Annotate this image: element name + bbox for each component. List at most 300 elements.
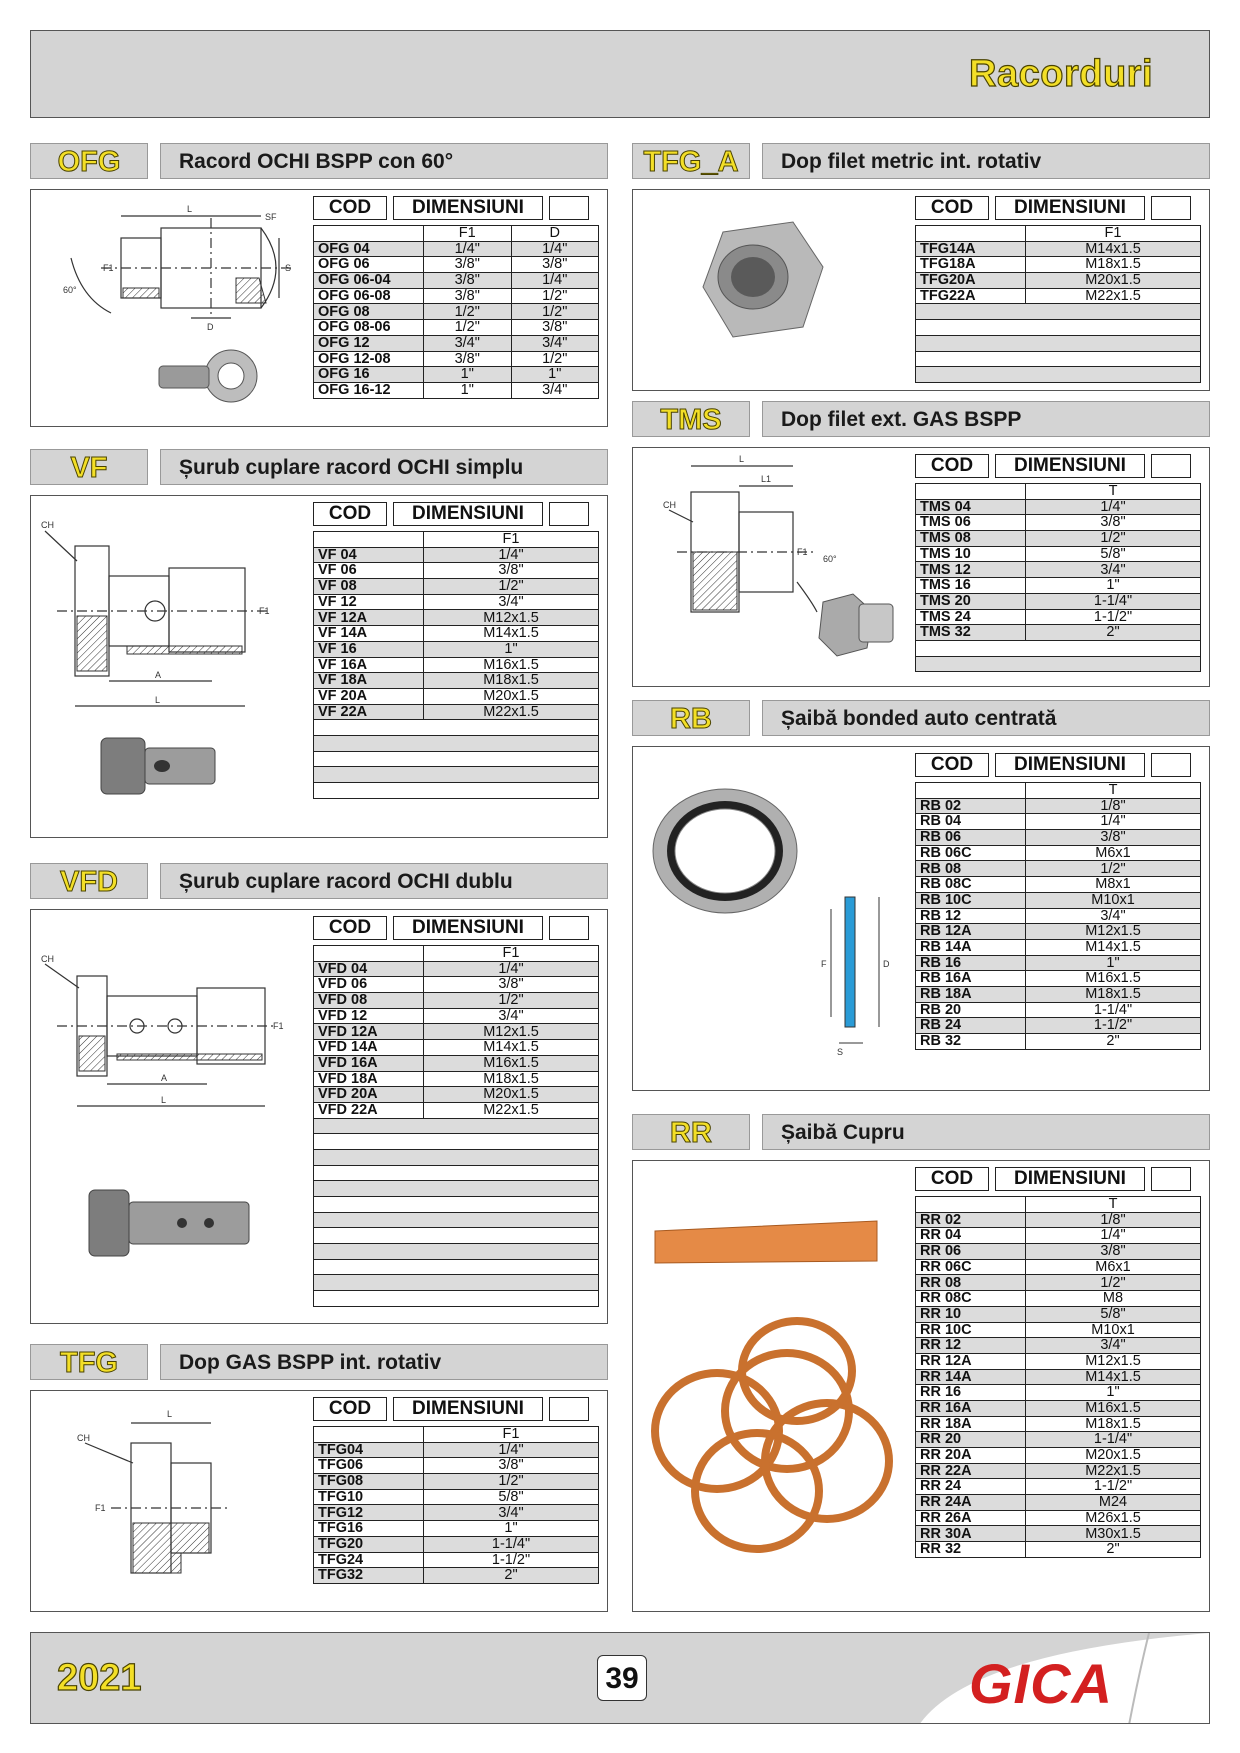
page-number: 39	[597, 1655, 647, 1701]
cell-dimension: M6x1	[1026, 1259, 1201, 1275]
table-row	[314, 1521, 599, 1537]
cell-code: RB 16A	[916, 971, 1026, 987]
cell-dimension: 1"	[424, 367, 512, 383]
vfd-product-photo	[89, 1190, 249, 1256]
table-row	[916, 499, 1201, 515]
table-row	[314, 1489, 599, 1505]
col-dimensiuni: DIMENSIUNI	[393, 916, 543, 940]
cell-code: VFD 14A	[314, 1040, 424, 1056]
cell-code: TFG04	[314, 1442, 424, 1458]
cell-dimension: 3/4"	[424, 335, 512, 351]
subheader-cell: D	[511, 226, 599, 242]
section-body	[30, 909, 608, 1324]
cell-dimension: 3/8"	[424, 1458, 599, 1474]
subheader-row	[314, 1427, 599, 1443]
cell-dimension: 5/8"	[1026, 546, 1201, 562]
cell-dimension: M18x1.5	[424, 673, 599, 689]
cell-code: RB 10C	[916, 892, 1026, 908]
cell-code: RR 06C	[916, 1259, 1026, 1275]
cell-dimension: 3/8"	[424, 351, 512, 367]
cell-dimension: M18x1.5	[424, 1071, 599, 1087]
table-row	[314, 304, 599, 320]
cell-dimension: M6x1	[1026, 845, 1201, 861]
svg-text:F1: F1	[273, 1021, 284, 1031]
table-row	[314, 993, 599, 1009]
page-footer	[30, 1632, 1210, 1724]
table-row	[916, 892, 1201, 908]
cell-dimension: 2"	[1026, 625, 1201, 641]
subheader-cell: F1	[424, 532, 599, 548]
empty-row	[314, 783, 599, 799]
table-header	[915, 454, 1191, 478]
section-body	[632, 746, 1210, 1091]
table-row	[916, 1259, 1201, 1275]
cell-code: RR 26A	[916, 1510, 1026, 1526]
cell-code: OFG 04	[314, 241, 424, 257]
cell-code: VF 16A	[314, 657, 424, 673]
table-row	[314, 1536, 599, 1552]
svg-text:S: S	[837, 1047, 844, 1057]
subheader-row	[916, 783, 1201, 799]
cell-code: TMS 04	[916, 499, 1026, 515]
cell-dimension: M8x1	[1026, 877, 1201, 893]
table-row	[314, 977, 599, 993]
empty-row	[314, 1212, 599, 1228]
cell-code: RB 18A	[916, 986, 1026, 1002]
section-title: Dop filet metric int. rotativ	[762, 143, 1210, 179]
svg-text:A: A	[161, 1073, 168, 1083]
table-row	[916, 273, 1201, 289]
table-row	[916, 1306, 1201, 1322]
ofg-table	[313, 225, 599, 399]
table-row	[916, 562, 1201, 578]
empty-row	[314, 767, 599, 783]
table-row	[916, 241, 1201, 257]
svg-text:L: L	[739, 454, 745, 464]
cell-dimension: M18x1.5	[1026, 1416, 1201, 1432]
cell-code: TFG20A	[916, 273, 1026, 289]
section-title: Racord OCHI BSPP con 60°	[160, 143, 608, 179]
svg-text:CH: CH	[663, 500, 676, 510]
table-row	[314, 1458, 599, 1474]
svg-text:F: F	[821, 959, 827, 969]
cell-dimension: M26x1.5	[1026, 1510, 1201, 1526]
cell-code: RB 12A	[916, 924, 1026, 940]
table-row	[916, 1432, 1201, 1448]
cell-dimension: 1"	[424, 382, 512, 398]
section-body	[632, 447, 1210, 687]
svg-text:F1: F1	[95, 1503, 106, 1513]
cell-code: RB 04	[916, 814, 1026, 830]
table-header	[915, 196, 1191, 220]
cell-code: RB 20	[916, 1002, 1026, 1018]
cell-dimension: 1/2"	[1026, 531, 1201, 547]
cell-code: VFD 16A	[314, 1055, 424, 1071]
cell-code: VFD 12A	[314, 1024, 424, 1040]
table-row	[916, 908, 1201, 924]
cell-code: OFG 12	[314, 335, 424, 351]
cell-dimension: 3/8"	[511, 320, 599, 336]
page-header	[30, 30, 1210, 118]
section-code: TFG_A	[632, 143, 750, 179]
empty-row	[916, 367, 1201, 383]
cell-dimension: 1/2"	[424, 993, 599, 1009]
svg-text:L: L	[161, 1095, 167, 1105]
cell-code: RR 10C	[916, 1322, 1026, 1338]
table-row	[916, 939, 1201, 955]
cell-dimension: 1/2"	[511, 288, 599, 304]
cell-code: RR 12	[916, 1338, 1026, 1354]
svg-text:L: L	[167, 1409, 173, 1419]
empty-row	[314, 1291, 599, 1307]
cell-dimension: 3/4"	[1026, 1338, 1201, 1354]
table-row	[916, 986, 1201, 1002]
brand-logo	[879, 1633, 1209, 1724]
cell-dimension: 1"	[1026, 578, 1201, 594]
col-cod: COD	[915, 454, 989, 478]
cell-code: VFD 08	[314, 993, 424, 1009]
table-row	[916, 1212, 1201, 1228]
cell-dimension: M16x1.5	[1026, 1400, 1201, 1416]
table-row	[916, 861, 1201, 877]
subheader-cell: F1	[1026, 226, 1201, 242]
cell-code: RR 10	[916, 1306, 1026, 1322]
cell-code: RR 06	[916, 1244, 1026, 1260]
cell-code: TFG32	[314, 1568, 424, 1584]
cell-dimension: 1/4"	[424, 547, 599, 563]
cell-code: VF 06	[314, 563, 424, 579]
cell-dimension: 1-1/4"	[424, 1536, 599, 1552]
table-row	[314, 335, 599, 351]
subheader-row	[916, 226, 1201, 242]
cell-dimension: M16x1.5	[424, 657, 599, 673]
section-body	[30, 189, 608, 427]
svg-text:F1: F1	[797, 547, 808, 557]
cell-code: VFD 06	[314, 977, 424, 993]
cell-dimension: M14x1.5	[1026, 939, 1201, 955]
table-row	[314, 563, 599, 579]
table-row	[916, 609, 1201, 625]
table-row	[314, 547, 599, 563]
cell-dimension: 1/2"	[511, 304, 599, 320]
col-dimensiuni: DIMENSIUNI	[995, 454, 1145, 478]
cell-dimension: M20x1.5	[1026, 273, 1201, 289]
cell-dimension: M10x1	[1026, 1322, 1201, 1338]
svg-text:60°: 60°	[63, 285, 77, 295]
table-row	[314, 1505, 599, 1521]
cell-dimension: M14x1.5	[424, 626, 599, 642]
section-code: VF	[30, 449, 148, 485]
rb-technical-drawing	[649, 785, 909, 1075]
subheader-cell: F1	[424, 1427, 599, 1443]
cell-dimension: 3/8"	[424, 257, 512, 273]
svg-text:L: L	[187, 204, 193, 214]
table-row	[916, 1448, 1201, 1464]
cell-code: VF 04	[314, 547, 424, 563]
table-header	[915, 1167, 1191, 1191]
col-blank	[549, 916, 589, 940]
cell-dimension: M14x1.5	[424, 1040, 599, 1056]
subheader-row	[314, 226, 599, 242]
cell-code: VF 12A	[314, 610, 424, 626]
cell-dimension: M12x1.5	[1026, 1353, 1201, 1369]
cell-dimension: 1"	[1026, 955, 1201, 971]
cell-code: VFD 04	[314, 961, 424, 977]
tms-table	[915, 483, 1201, 672]
cell-code: VF 18A	[314, 673, 424, 689]
table-row	[314, 1552, 599, 1568]
cell-code: RR 20	[916, 1432, 1026, 1448]
brand-name: GICA	[969, 1652, 1113, 1715]
subheader-cell: T	[1026, 1197, 1201, 1213]
tfga-product-photo	[693, 212, 833, 352]
cell-dimension: M22x1.5	[424, 1102, 599, 1118]
cell-dimension: 3/8"	[424, 563, 599, 579]
subheader-row	[314, 532, 599, 548]
col-dimensiuni: DIMENSIUNI	[995, 753, 1145, 777]
section-code: TFG	[30, 1344, 148, 1380]
cell-dimension: 1"	[424, 641, 599, 657]
cell-dimension: 1-1/4"	[1026, 1432, 1201, 1448]
cell-dimension: M14x1.5	[1026, 1369, 1201, 1385]
cell-dimension: 3/4"	[424, 1008, 599, 1024]
cell-dimension: M22x1.5	[1026, 1463, 1201, 1479]
table-row	[314, 1024, 599, 1040]
col-dimensiuni: DIMENSIUNI	[393, 1397, 543, 1421]
subheader-cell: T	[1026, 783, 1201, 799]
section-code: RR	[632, 1114, 750, 1150]
cell-dimension: 1-1/4"	[1026, 593, 1201, 609]
cell-code: RR 08	[916, 1275, 1026, 1291]
table-row	[916, 625, 1201, 641]
cell-dimension: 1/4"	[1026, 814, 1201, 830]
table-row	[916, 1400, 1201, 1416]
cell-code: OFG 08	[314, 304, 424, 320]
cell-code: VFD 20A	[314, 1087, 424, 1103]
table-header	[313, 1397, 589, 1421]
rb-product-photo	[653, 789, 797, 913]
cell-dimension: 3/8"	[1026, 1244, 1201, 1260]
svg-text:A: A	[155, 670, 162, 680]
empty-row	[916, 640, 1201, 656]
cell-code: TFG12	[314, 1505, 424, 1521]
tms-technical-drawing	[647, 452, 907, 682]
cell-dimension: 1/4"	[424, 961, 599, 977]
cell-dimension: M8	[1026, 1291, 1201, 1307]
empty-row	[916, 351, 1201, 367]
table-row	[314, 288, 599, 304]
cell-code: VF 16	[314, 641, 424, 657]
cell-dimension: M22x1.5	[1026, 288, 1201, 304]
table-row	[916, 1322, 1201, 1338]
cell-dimension: 1/2"	[1026, 861, 1201, 877]
section-title: Dop GAS BSPP int. rotativ	[160, 1344, 608, 1380]
cell-code: TFG06	[314, 1458, 424, 1474]
table-row	[916, 1479, 1201, 1495]
col-blank	[1151, 196, 1191, 220]
cell-code: TFG22A	[916, 288, 1026, 304]
cell-code: TFG16	[314, 1521, 424, 1537]
cell-code: RR 08C	[916, 1291, 1026, 1307]
section-body	[632, 189, 1210, 391]
cell-dimension: 1/8"	[1026, 798, 1201, 814]
table-row	[314, 594, 599, 610]
cell-code: RB 06	[916, 830, 1026, 846]
svg-text:D: D	[883, 959, 890, 969]
cell-code: RR 20A	[916, 1448, 1026, 1464]
cell-code: RB 12	[916, 908, 1026, 924]
svg-text:F1: F1	[259, 606, 270, 616]
cell-code: OFG 08-06	[314, 320, 424, 336]
cell-code: OFG 16	[314, 367, 424, 383]
table-row	[916, 1291, 1201, 1307]
table-row	[314, 673, 599, 689]
col-cod: COD	[915, 196, 989, 220]
cell-dimension: 3/4"	[511, 382, 599, 398]
subheader-cell: F1	[424, 946, 599, 962]
table-row	[314, 1087, 599, 1103]
cell-dimension: 1/2"	[424, 320, 512, 336]
cell-dimension: 1/4"	[424, 1442, 599, 1458]
section-body	[30, 495, 608, 838]
empty-row	[916, 320, 1201, 336]
cell-code: RR 16	[916, 1385, 1026, 1401]
cell-dimension: 1-1/2"	[1026, 1479, 1201, 1495]
table-row	[916, 515, 1201, 531]
section-body	[632, 1160, 1210, 1612]
cell-dimension: 1/4"	[1026, 1228, 1201, 1244]
table-row	[916, 1495, 1201, 1511]
cell-dimension: M22x1.5	[424, 704, 599, 720]
empty-row	[314, 1197, 599, 1213]
section-title: Șaibă bonded auto centrată	[762, 700, 1210, 736]
cell-dimension: M20x1.5	[424, 1087, 599, 1103]
table-row	[314, 610, 599, 626]
cell-dimension: 2"	[1026, 1034, 1201, 1050]
vf-product-photo	[101, 738, 215, 794]
cell-code: VF 14A	[314, 626, 424, 642]
cell-code: TFG18A	[916, 257, 1026, 273]
cell-dimension: M20x1.5	[424, 688, 599, 704]
empty-row	[314, 1118, 599, 1134]
col-dimensiuni: DIMENSIUNI	[393, 196, 543, 220]
subheader-cell: F1	[424, 226, 512, 242]
empty-row	[314, 735, 599, 751]
cell-code: TFG14A	[916, 241, 1026, 257]
cell-code: OFG 16-12	[314, 382, 424, 398]
cell-code: RR 24	[916, 1479, 1026, 1495]
subheader-row	[314, 946, 599, 962]
svg-text:L: L	[155, 695, 161, 705]
table-row	[916, 1002, 1201, 1018]
table-header	[313, 196, 589, 220]
tfg-technical-drawing	[71, 1403, 271, 1603]
table-row	[314, 579, 599, 595]
table-row	[314, 1008, 599, 1024]
table-row	[314, 273, 599, 289]
cell-code: RR 16A	[916, 1400, 1026, 1416]
table-row	[916, 1228, 1201, 1244]
cell-code: TMS 08	[916, 531, 1026, 547]
vfd-technical-drawing	[37, 926, 307, 1316]
tms-product-photo	[819, 594, 893, 656]
table-row	[916, 531, 1201, 547]
rr-product-photo	[647, 1191, 907, 1591]
cell-code: RR 30A	[916, 1526, 1026, 1542]
cell-code: RR 32	[916, 1542, 1026, 1558]
cell-dimension: 1-1/4"	[1026, 1002, 1201, 1018]
cell-code: OFG 12-08	[314, 351, 424, 367]
table-row	[314, 1102, 599, 1118]
col-blank	[1151, 753, 1191, 777]
cell-dimension: M16x1.5	[424, 1055, 599, 1071]
col-blank	[549, 196, 589, 220]
cell-code: OFG 06-08	[314, 288, 424, 304]
cell-dimension: 2"	[424, 1568, 599, 1584]
col-cod: COD	[313, 1397, 387, 1421]
table-row	[916, 257, 1201, 273]
table-row	[314, 961, 599, 977]
cell-dimension: M18x1.5	[1026, 257, 1201, 273]
subheader-row	[916, 1197, 1201, 1213]
cell-dimension: 1/4"	[511, 273, 599, 289]
table-row	[916, 1463, 1201, 1479]
table-row	[916, 798, 1201, 814]
footer-year: 2021	[57, 1657, 142, 1699]
cell-dimension: 1/2"	[424, 579, 599, 595]
ofg-product-photo	[159, 350, 257, 402]
section-title: Șurub cuplare racord OCHI dublu	[160, 863, 608, 899]
table-row	[314, 641, 599, 657]
cell-code: RB 14A	[916, 939, 1026, 955]
empty-row	[314, 1134, 599, 1150]
table-header	[313, 916, 589, 940]
table-row	[916, 1385, 1201, 1401]
svg-text:D: D	[207, 322, 214, 332]
cell-dimension: 1-1/2"	[424, 1552, 599, 1568]
table-row	[916, 1018, 1201, 1034]
cell-code: TFG20	[314, 1536, 424, 1552]
vf-technical-drawing	[37, 516, 307, 826]
section-code: OFG	[30, 143, 148, 179]
empty-row	[314, 1275, 599, 1291]
cell-dimension: 1"	[511, 367, 599, 383]
section-code: RB	[632, 700, 750, 736]
table-row	[314, 1040, 599, 1056]
table-row	[916, 830, 1201, 846]
table-row	[916, 924, 1201, 940]
subheader-row	[916, 484, 1201, 500]
col-cod: COD	[313, 196, 387, 220]
cell-code: RR 22A	[916, 1463, 1026, 1479]
cell-dimension: M12x1.5	[424, 610, 599, 626]
table-row	[314, 1442, 599, 1458]
cell-code: RB 02	[916, 798, 1026, 814]
cell-code: RB 06C	[916, 845, 1026, 861]
cell-code: RR 18A	[916, 1416, 1026, 1432]
empty-row	[314, 1149, 599, 1165]
table-header	[915, 753, 1191, 777]
cell-code: RR 12A	[916, 1353, 1026, 1369]
table-row	[916, 1369, 1201, 1385]
cell-code: VFD 18A	[314, 1071, 424, 1087]
col-dimensiuni: DIMENSIUNI	[995, 196, 1145, 220]
cell-dimension: M10x1	[1026, 892, 1201, 908]
table-row	[314, 1071, 599, 1087]
cell-dimension: M20x1.5	[1026, 1448, 1201, 1464]
table-row	[314, 320, 599, 336]
tfg-table	[313, 1426, 599, 1584]
